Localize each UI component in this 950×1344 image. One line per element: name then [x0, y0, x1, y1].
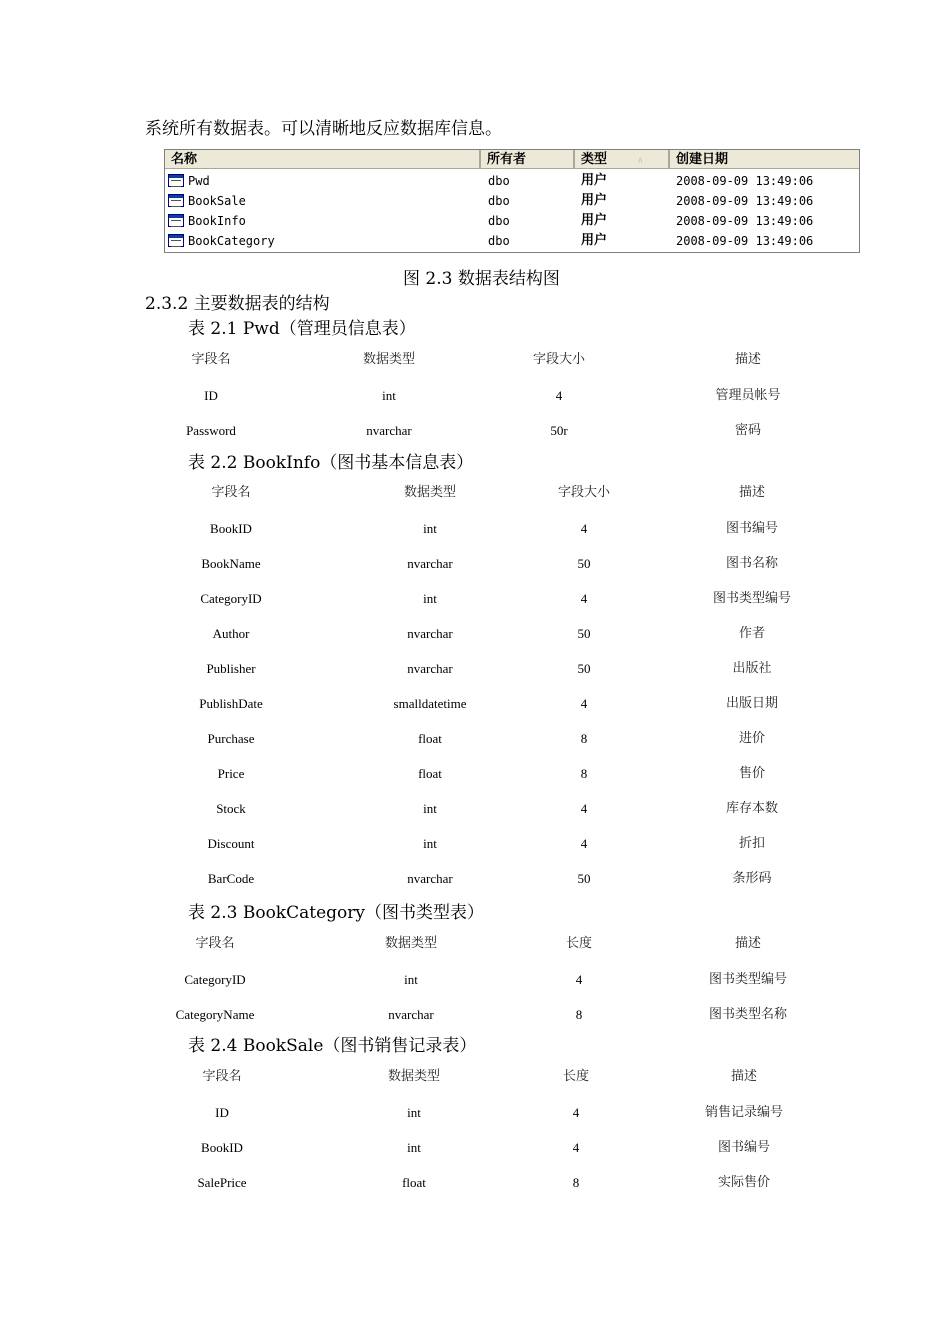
table-cell: int: [407, 1140, 421, 1155]
table-row: [0, 799, 950, 819]
table-cell: 图书编号: [725, 521, 779, 536]
table-cell: 出版日期: [725, 696, 779, 711]
header-cell: 描述: [734, 936, 762, 951]
header-cell: 长度: [565, 936, 593, 951]
table-cell: nvarchar: [407, 626, 453, 641]
table-row: [0, 624, 950, 644]
table-row: [0, 869, 950, 889]
list-item-type: 用户: [581, 233, 608, 248]
header-cell: 数据类型: [387, 1069, 441, 1084]
table-cell: int: [423, 836, 437, 851]
table-cell: int: [423, 591, 437, 606]
table-row: [0, 729, 950, 749]
list-item-owner: dbo: [488, 174, 510, 188]
list-item-created: 2008-09-09 13:49:06: [676, 174, 814, 188]
table-cell: 4: [572, 1105, 580, 1120]
table-cell: 4: [580, 836, 588, 851]
table-cell: BookID: [210, 521, 252, 536]
table-cell: int: [423, 801, 437, 816]
table-row: [0, 764, 950, 784]
table-header-row: [0, 1067, 950, 1087]
header-cell: 描述: [738, 485, 766, 500]
list-item[interactable]: [165, 211, 859, 231]
table-caption: 表 2.1 Pwd（管理员信息表）: [188, 319, 416, 339]
header-cell: 数据类型: [384, 936, 438, 951]
table-cell: 8: [575, 1007, 583, 1022]
header-cell: 数据类型: [362, 352, 416, 367]
table-cell: 管理员帐号: [715, 388, 781, 403]
table-cell: CategoryName: [175, 1007, 255, 1022]
list-item-type: 用户: [581, 213, 608, 228]
table-cell: CategoryID: [184, 972, 246, 987]
table-cell: Discount: [207, 836, 255, 851]
table-row: [0, 1173, 950, 1193]
table-cell: CategoryID: [200, 591, 262, 606]
table-row: [0, 834, 950, 854]
list-item-name: BookInfo: [188, 214, 246, 228]
table-icon: [168, 174, 184, 187]
table-caption: 表 2.4 BookSale（图书销售记录表）: [188, 1036, 477, 1056]
table-cell: PublishDate: [199, 696, 263, 711]
table-cell: Password: [186, 423, 236, 438]
table-cell: Purchase: [207, 731, 255, 746]
list-item-created: 2008-09-09 13:49:06: [676, 214, 814, 228]
table-cell: BookName: [201, 556, 261, 571]
section-heading: 2.3.2 主要数据表的结构: [145, 294, 330, 314]
table-cell: Author: [212, 626, 250, 641]
list-item-owner: dbo: [488, 214, 510, 228]
table-header-row: [0, 483, 950, 503]
table-cell: nvarchar: [407, 556, 453, 571]
table-cell: 8: [572, 1175, 580, 1190]
table-caption: 表 2.2 BookInfo（图书基本信息表）: [188, 453, 474, 473]
list-item-created: 2008-09-09 13:49:06: [676, 194, 814, 208]
table-cell: 密码: [734, 423, 762, 438]
table-cell: 50: [577, 556, 591, 571]
table-row: [0, 589, 950, 609]
table-row: [0, 694, 950, 714]
table-row: [0, 421, 950, 441]
list-item-type: 用户: [581, 193, 608, 208]
list-item[interactable]: [165, 191, 859, 211]
table-cell: 图书编号: [717, 1140, 771, 1155]
table-cell: 作者: [738, 626, 766, 641]
list-item-name: BookSale: [188, 194, 246, 208]
table-cell: 条形码: [732, 871, 772, 886]
column-header-type[interactable]: 类型 ∧: [575, 150, 670, 169]
table-row: [0, 1005, 950, 1025]
sort-ascending-icon: ∧: [637, 156, 644, 166]
header-cell: 数据类型: [403, 485, 457, 500]
table-cell: BookID: [201, 1140, 243, 1155]
list-item[interactable]: [165, 231, 859, 251]
table-cell: 8: [580, 766, 588, 781]
list-item-owner: dbo: [488, 194, 510, 208]
table-header-row: [0, 934, 950, 954]
table-cell: 实际售价: [717, 1175, 771, 1190]
list-item-name: Pwd: [188, 174, 210, 188]
list-item-owner: dbo: [488, 234, 510, 248]
table-cell: 图书类型编号: [708, 972, 788, 987]
list-header: [165, 150, 859, 169]
table-cell: float: [418, 766, 442, 781]
table-cell: 图书类型名称: [708, 1007, 788, 1022]
table-row: [0, 659, 950, 679]
table-row: [0, 1103, 950, 1123]
table-cell: 销售记录编号: [704, 1105, 784, 1120]
table-cell: nvarchar: [407, 661, 453, 676]
table-cell: nvarchar: [388, 1007, 434, 1022]
table-cell: int: [404, 972, 418, 987]
list-item-name: BookCategory: [188, 234, 275, 248]
list-item[interactable]: [165, 171, 859, 191]
column-header-owner[interactable]: 所有者: [481, 150, 575, 169]
header-cell: 描述: [730, 1069, 758, 1084]
table-row: [0, 970, 950, 990]
table-cell: 50r: [550, 423, 568, 438]
table-cell: 4: [572, 1140, 580, 1155]
table-row: [0, 519, 950, 539]
table-icon: [168, 214, 184, 227]
table-cell: 4: [575, 972, 583, 987]
table-icon: [168, 194, 184, 207]
header-cell: 字段名: [211, 485, 251, 500]
table-cell: int: [407, 1105, 421, 1120]
table-cell: 4: [580, 521, 588, 536]
table-cell: ID: [204, 388, 218, 403]
table-cell: 50: [577, 626, 591, 641]
table-cell: BarCode: [207, 871, 255, 886]
table-cell: 4: [580, 591, 588, 606]
table-cell: 50: [577, 661, 591, 676]
table-header-row: [0, 350, 950, 370]
table-cell: 售价: [738, 766, 766, 781]
table-cell: 出版社: [732, 661, 772, 676]
table-cell: int: [423, 521, 437, 536]
table-cell: 库存本数: [725, 801, 779, 816]
table-cell: float: [402, 1175, 426, 1190]
table-cell: 进价: [738, 731, 766, 746]
table-cell: Stock: [216, 801, 246, 816]
list-item-created: 2008-09-09 13:49:06: [676, 234, 814, 248]
table-row: [0, 1138, 950, 1158]
table-cell: 4: [555, 388, 563, 403]
table-cell: ID: [215, 1105, 229, 1120]
table-row: [0, 554, 950, 574]
table-cell: Price: [217, 766, 245, 781]
table-cell: nvarchar: [366, 423, 412, 438]
table-list-view: [164, 149, 860, 253]
intro-paragraph: 系统所有数据表。可以清晰地反应数据库信息。: [145, 119, 502, 139]
table-caption: 表 2.3 BookCategory（图书类型表）: [188, 903, 484, 923]
table-cell: 4: [580, 801, 588, 816]
table-cell: 折扣: [738, 836, 766, 851]
table-cell: 8: [580, 731, 588, 746]
header-cell: 字段名: [195, 936, 235, 951]
table-cell: SalePrice: [197, 1175, 247, 1190]
table-cell: 图书类型编号: [712, 591, 792, 606]
table-row: [0, 386, 950, 406]
column-header-created[interactable]: 创建日期: [670, 150, 859, 169]
header-cell: 长度: [562, 1069, 590, 1084]
header-cell: 字段大小: [557, 485, 611, 500]
table-cell: Publisher: [206, 661, 256, 676]
column-header-name[interactable]: 名称: [165, 150, 481, 169]
table-cell: 图书名称: [725, 556, 779, 571]
header-cell: 字段名: [202, 1069, 242, 1084]
table-cell: float: [418, 731, 442, 746]
header-cell: 字段名: [191, 352, 231, 367]
table-cell: smalldatetime: [393, 696, 467, 711]
list-item-type: 用户: [581, 173, 608, 188]
table-cell: 50: [577, 871, 591, 886]
table-icon: [168, 234, 184, 247]
header-cell: 描述: [734, 352, 762, 367]
table-cell: int: [382, 388, 396, 403]
figure-caption: 图 2.3 数据表结构图: [403, 269, 560, 289]
header-cell: 字段大小: [532, 352, 586, 367]
table-cell: nvarchar: [407, 871, 453, 886]
table-cell: 4: [580, 696, 588, 711]
